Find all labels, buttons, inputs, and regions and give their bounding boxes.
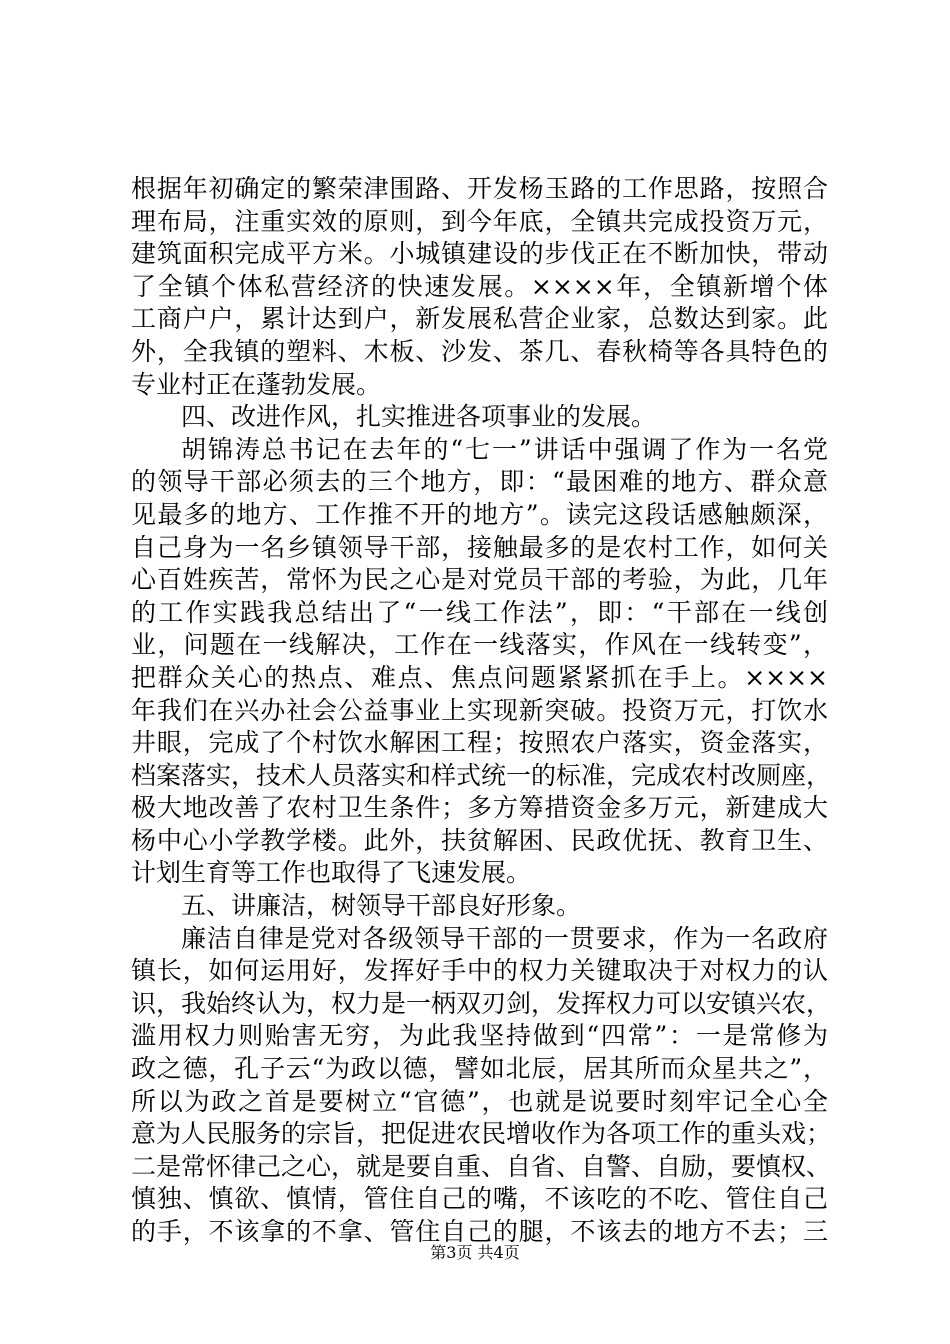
section-heading-four: 四、改进作风，扎实推进各项事业的发展。 bbox=[181, 402, 657, 432]
text-line: 自己身为一名乡镇领导干部，接触最多的是农村工作，如何关 bbox=[131, 532, 828, 562]
text-line: 政之德，孔子云“为政以德，譬如北辰，居其所而众星共之”， bbox=[131, 1054, 828, 1084]
page-number-label: 第3页 共4页 bbox=[430, 1243, 520, 1262]
text-line: 二是常怀律己之心，就是要自重、自省、自警、自励，要慎权、 bbox=[131, 1151, 832, 1181]
text-line: 建筑面积完成平方米。小城镇建设的步伐正在不断加快，带动 bbox=[131, 239, 828, 269]
text-line: 极大地改善了农村卫生条件；多方筹措资金多万元，新建成大 bbox=[131, 793, 828, 823]
text-line: 识，我始终认为，权力是一柄双刃剑，发挥权力可以安镇兴农， bbox=[131, 988, 832, 1018]
text-line: 心百姓疾苦，常怀为民之心是对党员干部的考验，为此，几年 bbox=[131, 565, 828, 595]
text-line: 的手，不该拿的不拿、管住自己的腿，不该去的地方不去；三 bbox=[131, 1217, 828, 1246]
text-line: 滥用权力则贻害无穷，为此我坚持做到“四常”：一是常修为 bbox=[131, 1021, 828, 1051]
text-line: 井眼，完成了个村饮水解困工程；按照农户落实，资金落实， bbox=[131, 728, 828, 758]
text-line: 的领导干部必须去的三个地方，即：“最困难的地方、群众意 bbox=[131, 467, 828, 497]
text-line: 外，全我镇的塑料、木板、沙发、茶几、春秋椅等各具特色的 bbox=[131, 336, 828, 366]
text-line: 根据年初确定的繁荣津围路、开发杨玉路的工作思路，按照合 bbox=[131, 174, 828, 203]
text-line: 的工作实践我总结出了“一线工作法”，即：“干部在一线创 bbox=[131, 597, 828, 627]
text-line: 专业村正在蓬勃发展。 bbox=[131, 369, 382, 399]
text-line: 所以为政之首是要树立“官德”，也就是说要时刻牢记全心全 bbox=[131, 1086, 828, 1116]
text-line: 胡锦涛总书记在去年的“七一”讲话中强调了作为一名党 bbox=[181, 434, 828, 464]
text-line: 计划生育等工作也取得了飞速发展。 bbox=[131, 858, 532, 888]
text-line: 业，问题在一线解决，工作在一线落实，作风在一线转变”， bbox=[131, 630, 828, 660]
text-line: 镇长，如何运用好，发挥好手中的权力关键取决于对权力的认 bbox=[131, 956, 828, 986]
text-line: 见最多的地方、工作推不开的地方”。读完这段话感触颇深， bbox=[131, 499, 828, 529]
text-line: 廉洁自律是党对各级领导干部的一贯要求，作为一名政府 bbox=[181, 923, 828, 953]
document-body bbox=[131, 173, 832, 1249]
text-line: 慎独、慎欲、慎情，管住自己的嘴，不该吃的不吃、管住自己 bbox=[131, 1184, 828, 1214]
text-line: 理布局，注重实效的原则，到今年底，全镇共完成投资万元， bbox=[131, 206, 828, 236]
text-line: 档案落实，技术人员落实和样式统一的标准，完成农村改厕座， bbox=[131, 760, 832, 790]
text-line: 了全镇个体私营经济的快速发展。××××年，全镇新增个体 bbox=[131, 271, 828, 301]
text-line: 杨中心小学教学楼。此外，扶贫解困、民政优抚、教育卫生、 bbox=[131, 825, 828, 855]
page-footer bbox=[0, 1240, 950, 1263]
text-line: 把群众关心的热点、难点、焦点问题紧紧抓在手上。×××× bbox=[131, 662, 828, 692]
text-line: 年我们在兴办社会公益事业上实现新突破。投资万元，打饮水 bbox=[131, 695, 828, 725]
section-heading-five: 五、讲廉洁，树领导干部良好形象。 bbox=[181, 891, 582, 921]
text-line: 工商户户，累计达到户，新发展私营企业家，总数达到家。此 bbox=[131, 304, 828, 334]
text-line: 意为人民服务的宗旨，把促进农民增收作为各项工作的重头戏； bbox=[131, 1119, 832, 1149]
